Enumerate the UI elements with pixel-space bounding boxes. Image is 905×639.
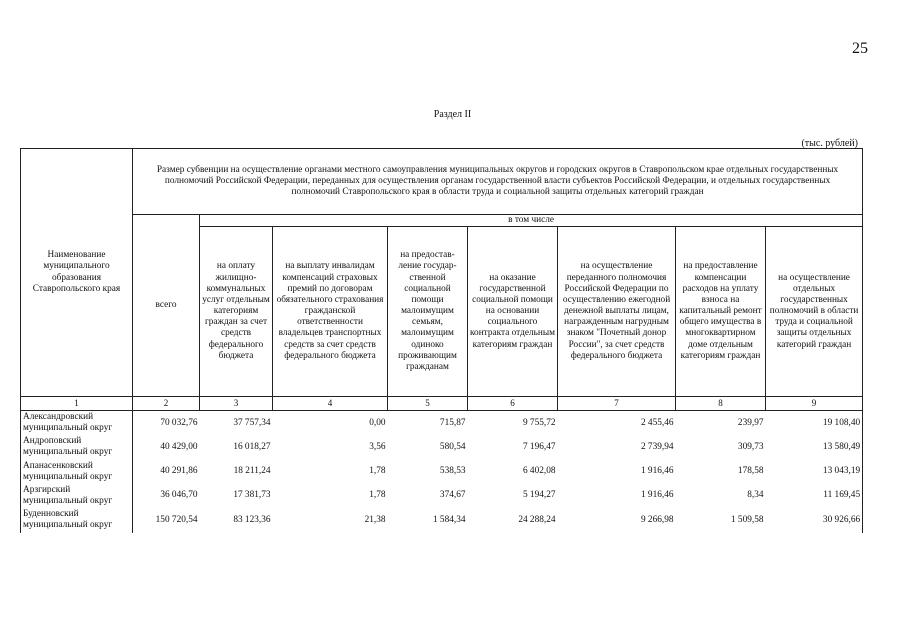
cell-value: 9 266,98 bbox=[640, 514, 674, 525]
col-number: 9 bbox=[766, 397, 863, 411]
header-col-4: на выплату инвалидам компенсаций страховых премий по договорам обязательного страхования гражданской ответственности владельцев транспортных средств за счет средств федерального бюджета bbox=[273, 227, 388, 397]
cell-value: 13 043,19 bbox=[766, 460, 863, 484]
header-col-6: на оказание государственной социальной помощи на основании социального контракта отдельным категориям граждан bbox=[468, 227, 558, 397]
header-col-5: на предостав-ление государ-ственной социальной помощи малоимущим семьям, малоимущим одиноко проживающим гражданам bbox=[388, 227, 468, 397]
cell-value: 715,87 bbox=[439, 417, 466, 428]
cell-value: 2 455,46 bbox=[640, 417, 674, 428]
cell-value: 24 288,24 bbox=[518, 514, 556, 525]
col-number: 3 bbox=[200, 397, 273, 411]
cell-value: 18 211,24 bbox=[233, 466, 271, 477]
table-row bbox=[21, 508, 863, 532]
cell-value: 9 755,72 bbox=[522, 417, 556, 428]
cell-value: 16 018,27 bbox=[233, 441, 271, 452]
cell-value: 538,53 bbox=[439, 466, 466, 477]
row-name: Александровский муниципальный округ bbox=[21, 410, 133, 435]
cell-value: 178,58 bbox=[737, 466, 764, 477]
col-number: 8 bbox=[676, 397, 766, 411]
cell-value: 2 739,94 bbox=[640, 441, 674, 452]
col-number: 4 bbox=[273, 397, 388, 411]
col-number: 5 bbox=[388, 397, 468, 411]
cell-value: 0,00 bbox=[369, 417, 386, 428]
cell-value: 1,78 bbox=[369, 466, 386, 477]
header-total: всего bbox=[133, 215, 200, 397]
table-row bbox=[21, 435, 863, 459]
header-col-7: на осуществление переданного полномочия Российской Федерации по осуществлению ежегодной денежной выплаты лицам, награжденным нагрудным знаком "Почетный донор России", за счет средств федерального бюджета bbox=[558, 227, 676, 397]
page-number: 25 bbox=[852, 40, 868, 57]
header-col-9: на осуществление отдельных государственных полномочий в области труда и социальной защиты отдельных категорий граждан bbox=[766, 227, 863, 397]
cell-value: 1 509,58 bbox=[730, 514, 764, 525]
cell-value: 13 580,49 bbox=[766, 435, 863, 459]
header-main: Размер субвенции на осуществление органами местного самоуправления муниципальных округов и городских округов в Ставропольском крае отдельных государственных полномочий Российской Федерации, переданных для осуществления органам государственной власти субъектов Российской Федерации, и отдельных государственных полномочий Ставропольского края в области труда и социальной защиты отдельных категорий граждан bbox=[133, 149, 863, 215]
row-name: Арзгирский муниципальный округ bbox=[21, 484, 133, 508]
cell-value: 580,54 bbox=[439, 441, 466, 452]
cell-value: 5 194,27 bbox=[522, 490, 556, 501]
cell-value: 239,97 bbox=[737, 417, 764, 428]
column-number-row bbox=[21, 397, 863, 411]
cell-value: 1 916,46 bbox=[640, 490, 674, 501]
cell-value: 40 291,86 bbox=[133, 460, 200, 484]
cell-value: 6 402,08 bbox=[522, 466, 556, 477]
row-name: Буденновский муниципальный округ bbox=[21, 508, 133, 532]
col-number: 7 bbox=[558, 397, 676, 411]
table-row bbox=[21, 460, 863, 484]
cell-value: 1 584,34 bbox=[432, 514, 466, 525]
header-col-3: на оплату жилищно-коммунальных услуг отдельным категориям граждан за счет средств федерального бюджета bbox=[200, 227, 273, 397]
row-name: Андроповский муниципальный округ bbox=[21, 435, 133, 459]
col-number: 6 bbox=[468, 397, 558, 411]
cell-value: 3,56 bbox=[369, 441, 386, 452]
cell-value: 36 046,70 bbox=[133, 484, 200, 508]
header-incl: в том числе bbox=[200, 215, 863, 227]
table-row bbox=[21, 484, 863, 508]
cell-value: 30 926,66 bbox=[766, 508, 863, 532]
subvention-table bbox=[20, 148, 863, 533]
cell-value: 40 429,00 bbox=[133, 435, 200, 459]
cell-value: 11 169,45 bbox=[766, 484, 863, 508]
col-number: 1 bbox=[21, 397, 133, 411]
cell-value: 309,73 bbox=[737, 441, 764, 452]
cell-value: 83 123,36 bbox=[233, 514, 271, 525]
row-name: Апанасенковский муниципальный округ bbox=[21, 460, 133, 484]
section-title: Раздел II bbox=[433, 109, 472, 120]
cell-value: 70 032,76 bbox=[133, 410, 200, 435]
cell-value: 17 381,73 bbox=[233, 490, 271, 501]
units-label: (тыс. рублей) bbox=[801, 138, 858, 149]
col-number: 2 bbox=[133, 397, 200, 411]
table-row bbox=[21, 410, 863, 435]
cell-value: 19 108,40 bbox=[766, 410, 863, 435]
cell-value: 374,67 bbox=[439, 490, 466, 501]
cell-value: 1 916,46 bbox=[640, 466, 674, 477]
cell-value: 150 720,54 bbox=[133, 508, 200, 532]
header-name: Наименование муниципального образования Ставропольского края bbox=[21, 149, 133, 397]
header-col-8: на предоставление компенсации расходов на уплату взноса на капитальный ремонт общего имущества в многоквартирном доме отдельным категориям граждан bbox=[676, 227, 766, 397]
cell-value: 8,34 bbox=[747, 490, 764, 501]
cell-value: 37 757,34 bbox=[233, 417, 271, 428]
cell-value: 1,78 bbox=[369, 490, 386, 501]
cell-value: 7 196,47 bbox=[522, 441, 556, 452]
cell-value: 21,38 bbox=[364, 514, 386, 525]
